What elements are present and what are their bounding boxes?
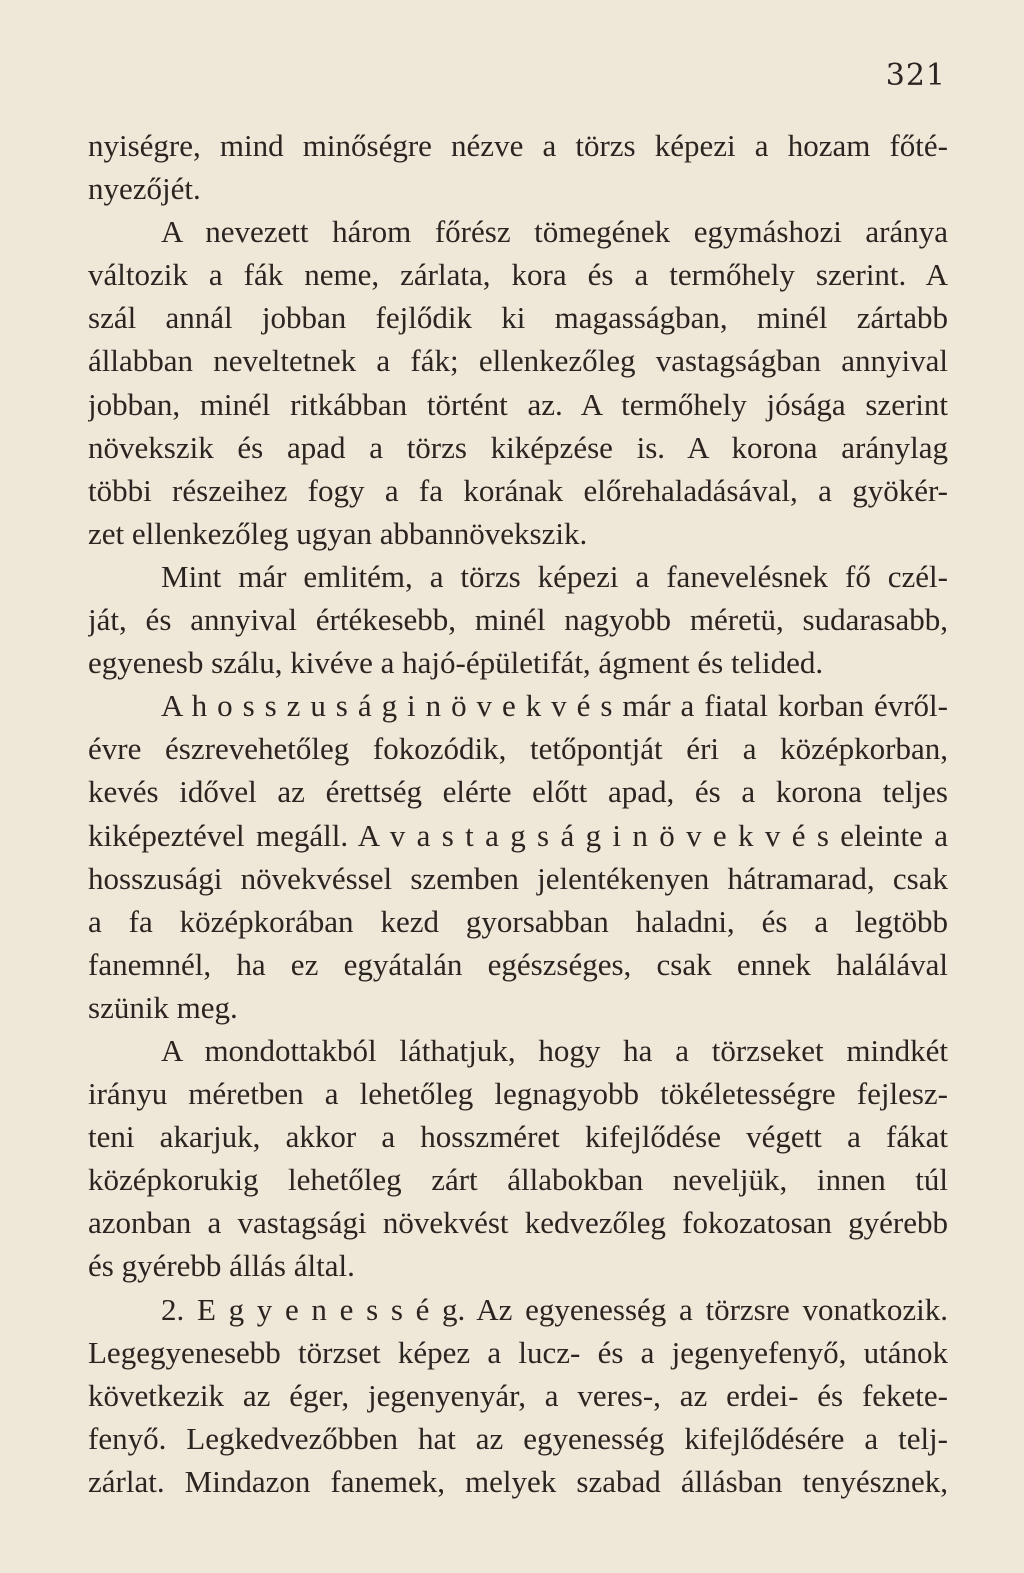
text-line: A nevezett három főrész tömegének egymáshozi aránya [161, 214, 948, 250]
text-line: többi részeihez fogy a fa korának előrehaladásával, a gyökér- [88, 472, 948, 508]
text-line: és gyérebb állás által. [88, 1248, 355, 1284]
text-line: azonban a vastagsági növekvést kedvezőleg fokozatosan gyérebb [88, 1205, 948, 1241]
text-line: zet ellenkezőleg ugyan abbannövekszik. [88, 515, 588, 551]
text-line: nyiségre, mind minőségre nézve a törzs képezi a hozam főté- [88, 128, 948, 163]
text-line: nyezőjét. [88, 171, 201, 207]
text-line: 2. E g y e n e s s é g. Az egyenesség a törzsre vonatkozik. [161, 1291, 948, 1327]
text-line: A mondottakból láthatjuk, hogy ha a törzseket mindkét [161, 1032, 948, 1068]
text-line: növekszik és apad a törzs kiképzése is. A korona aránylag [88, 429, 948, 465]
text-line: A h o s s z u s á g i n ö v e k v é s már a fiatal korban évről- [161, 688, 948, 724]
text-line: irányu méretben a lehetőleg legnagyobb tökéletességre fejlesz- [88, 1076, 948, 1112]
page-number: 321 [885, 58, 946, 93]
text-line: szál annál jobban fejlődik ki magasságban, minél zártabb [88, 300, 948, 336]
text-line: zárlat. Mindazon fanemek, melyek szabad állásban tenyésznek, [88, 1463, 948, 1499]
text-line: kiképeztével megáll. A v a s t a g s á g i n ö v e k v é s eleinte a [88, 817, 948, 853]
text-line: Mint már emlitém, a törzs képezi a fanevelésnek fő czél- [161, 558, 948, 594]
text-line: változik a fák neme, zárlata, kora és a termőhely szerint. A [88, 257, 948, 293]
text-line: ját, és annyival értékesebb, minél nagyobb méretü, sudarasabb, [88, 602, 948, 638]
text-line: állabban neveltetnek a fák; ellenkezőleg vastagságban annyival [88, 343, 948, 379]
text-line: Legegyenesebb törzset képez a lucz- és a jegenyefenyő, utánok [88, 1334, 948, 1370]
text-line: a fa középkorában kezd gyorsabban haladni, és a legtöbb [88, 903, 948, 939]
text-line: középkorukig lehetőleg zárt állabokban neveljük, innen túl [88, 1162, 948, 1198]
text-line: fenyő. Legkedvezőbben hat az egyenesség kifejlődésére a telj- [88, 1420, 948, 1456]
text-line: teni akarjuk, akkor a hosszméret kifejlődése végett a fákat [88, 1119, 948, 1155]
text-line: következik az éger, jegenyenyár, a veres-, az erdei- és fekete- [88, 1377, 948, 1413]
text-line: hosszusági növekvéssel szemben jelentékenyen hátramarad, csak [88, 860, 948, 896]
text-line: jobban, minél ritkábban történt az. A termőhely jósága szerint [88, 386, 948, 422]
body-text [88, 124, 948, 1503]
text-line: egyenesb szálu, kivéve a hajó-épületifát, ágment és telided. [88, 645, 824, 681]
text-line: fanemnél, ha ez egyátalán egészséges, csak ennek halálával [88, 946, 948, 982]
text-line: szünik meg. [88, 989, 238, 1025]
text-line: évre észrevehetőleg fokozódik, tetőpontját éri a középkorban, [88, 731, 948, 767]
text-line: kevés idővel az érettség elérte előtt apad, és a korona teljes [88, 774, 948, 810]
